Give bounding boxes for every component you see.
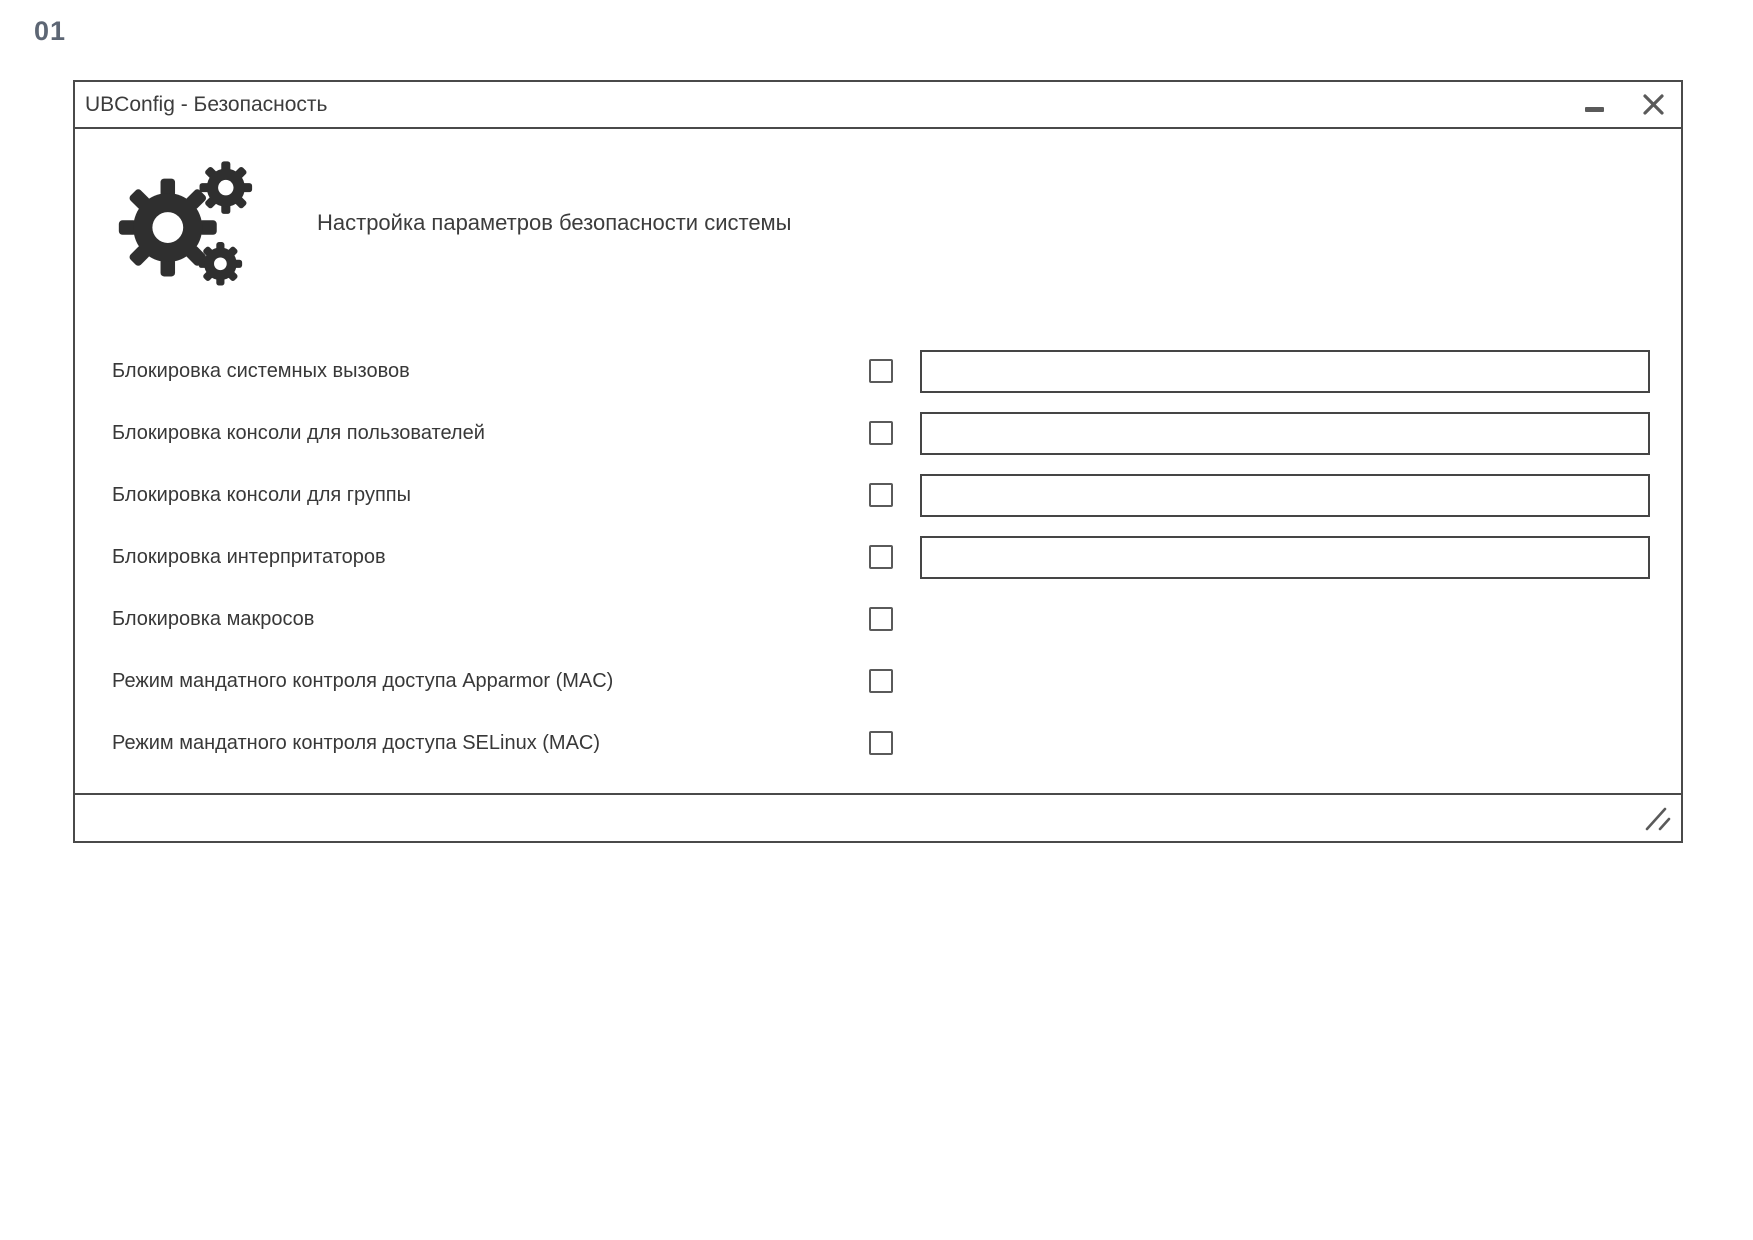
page-title: Настройка параметров безопасности системы [317, 210, 792, 235]
row-label: Блокировка интерпритаторов [112, 545, 386, 568]
figure-number: 01 [34, 16, 67, 46]
syscalls-input[interactable] [920, 350, 1650, 393]
row-label: Блокировка консоли для группы [112, 483, 411, 506]
macros-checkbox[interactable] [869, 607, 893, 631]
row-label: Режим мандатного контроля доступа Apparmor (MAC) [112, 669, 614, 692]
window-controls [1585, 93, 1681, 116]
window-content [75, 129, 1681, 765]
settings-row-selinux [112, 721, 1650, 765]
console-users-input[interactable] [920, 412, 1650, 455]
row-label: Режим мандатного контроля доступа SELinux (MAC) [112, 731, 601, 754]
settings-row-syscalls [112, 349, 1650, 393]
resize-grip[interactable] [1643, 804, 1673, 832]
titlebar[interactable] [75, 82, 1681, 129]
settings-row-apparmor [112, 659, 1650, 703]
row-label: Блокировка консоли для пользователей [112, 421, 485, 444]
apparmor-checkbox[interactable] [869, 669, 893, 693]
minimize-button[interactable] [1585, 97, 1604, 112]
resize-grip-icon [1643, 804, 1673, 832]
interpreters-input[interactable] [920, 536, 1650, 579]
window [73, 80, 1683, 843]
row-label: Блокировка макросов [112, 607, 315, 630]
header-block [75, 129, 1681, 291]
close-button[interactable] [1642, 93, 1665, 116]
settings-row-macros [112, 597, 1650, 641]
interpreters-checkbox[interactable] [869, 545, 893, 569]
settings-row-console-users [112, 411, 1650, 455]
row-label: Блокировка системных вызовов [112, 359, 410, 382]
gears-icon [115, 155, 265, 291]
settings-row-interpreters [112, 535, 1650, 579]
syscalls-checkbox[interactable] [869, 359, 893, 383]
console-group-input[interactable] [920, 474, 1650, 517]
selinux-checkbox[interactable] [869, 731, 893, 755]
statusbar [75, 793, 1681, 841]
settings-rows [75, 349, 1681, 765]
window-title: UBConfig - Безопасность [85, 92, 328, 116]
close-icon [1642, 93, 1665, 116]
settings-row-console-group [112, 473, 1650, 517]
console-users-checkbox[interactable] [869, 421, 893, 445]
console-group-checkbox[interactable] [869, 483, 893, 507]
minimize-icon [1585, 107, 1604, 112]
